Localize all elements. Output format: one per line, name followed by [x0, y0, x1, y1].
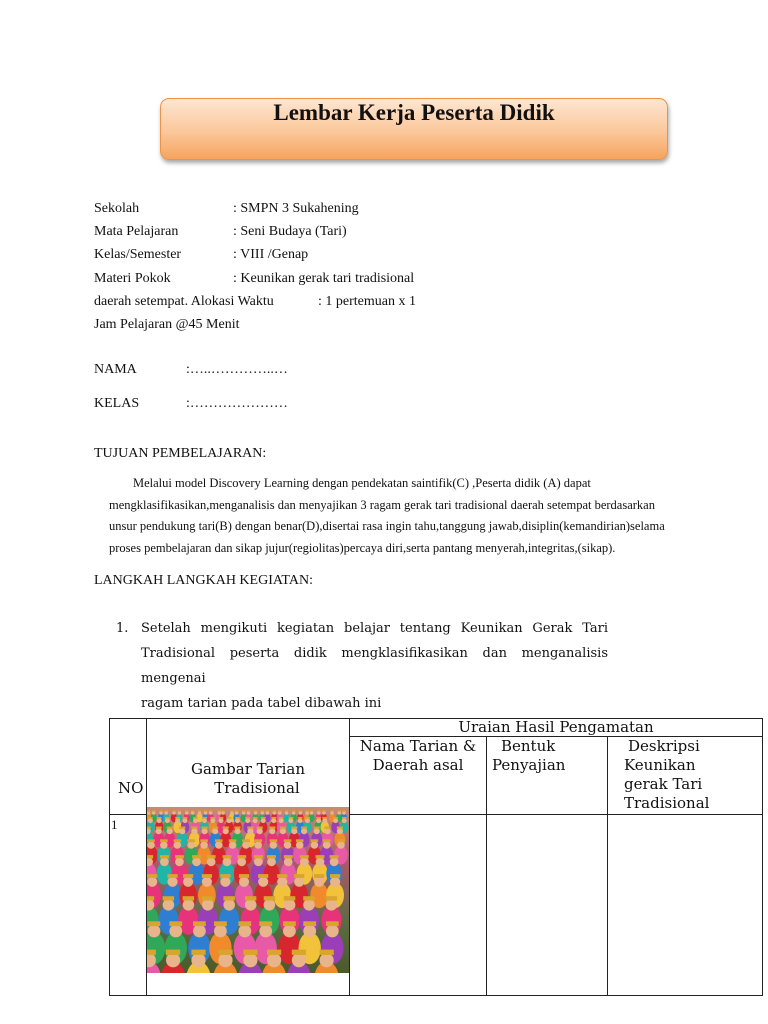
header-no: NO — [118, 779, 144, 797]
row-no-cell — [110, 815, 147, 996]
table-row — [110, 815, 763, 996]
topic-value: : Keunikan gerak tari tradisional — [233, 271, 415, 286]
step-text-line: ragam tarian pada tabel dibawah ini — [141, 696, 382, 711]
step-number: 1. — [116, 621, 129, 636]
header-no-cell — [110, 719, 147, 815]
row-picture-cell — [147, 815, 350, 996]
student-class-field[interactable]: :………………… — [186, 396, 288, 411]
student-class-label: KELAS — [94, 396, 140, 411]
header-picture-cell — [147, 719, 350, 815]
objectives-line: Melalui model Discovery Learning dengan pendekatan saintifik(C) ,Peserta didik (A) dapat — [133, 476, 591, 490]
time-allocation-continuation: Jam Pelajaran @45 Menit — [94, 317, 240, 332]
objectives-line: proses pembelajaran dan sikap jujur(regiolitas)percaya diri,serta pantang menyerah,integritas,(sikap). — [109, 540, 616, 555]
header-picture-line: Tradisional — [214, 779, 300, 797]
objectives-line: mengklasifikasikan,menganalisis dan menyajikan 3 ragam gerak tari tradisional daerah setempat berdasarkan — [109, 497, 655, 512]
steps-heading: LANGKAH LANGKAH KEGIATAN: — [94, 573, 313, 588]
header-description-cell — [608, 737, 763, 815]
objectives-heading: TUJUAN PEMBELAJARAN: — [94, 446, 267, 461]
header-description-line: gerak Tari — [624, 775, 703, 794]
student-name-label: NAMA — [94, 362, 137, 377]
header-picture-line: Gambar Tarian — [191, 760, 305, 778]
school-label: Sekolah — [94, 201, 140, 216]
objectives-line: unsur pendukung tari(B) dengan benar(D),disertai rasa ingin tahu,tanggung jawab,disiplin(kemandirian)selama — [109, 519, 665, 533]
class-semester-value: : VIII /Genap — [233, 247, 309, 262]
step-text — [141, 616, 608, 716]
student-name-field[interactable]: :…..…………..… — [186, 362, 288, 377]
header-picture — [147, 760, 349, 814]
row-no: 1 — [111, 817, 118, 832]
row-description-cell[interactable] — [608, 815, 763, 996]
header-dance-name-line: Nama Tarian & — [359, 737, 477, 756]
header-observation-group: Uraian Hasil Pengamatan — [350, 719, 763, 737]
header-presentation-cell — [487, 737, 608, 815]
row-presentation-cell[interactable] — [487, 815, 608, 996]
header-dance-name-cell — [350, 737, 487, 815]
header-description-line: Keunikan — [624, 756, 696, 775]
topic-label: Materi Pokok — [94, 271, 171, 286]
worksheet-title-box — [160, 98, 668, 160]
topic-continuation — [94, 294, 274, 310]
header-presentation-line: Penyajian — [492, 756, 566, 775]
observation-table — [109, 718, 763, 996]
step-text-line: Tradisional peserta didik mengklasifikasikan dan menganalisis mengenai — [141, 646, 608, 686]
time-allocation-label: . Alokasi Waktu — [184, 294, 274, 309]
class-semester-label: Kelas/Semester — [94, 247, 182, 262]
header-dance-name-line: Daerah asal — [372, 756, 464, 775]
time-allocation-value: : 1 pertemuan x 1 — [318, 294, 416, 309]
row-dance-name-cell[interactable] — [350, 815, 487, 996]
traditional-dance-photo — [147, 807, 349, 973]
school-value: : SMPN 3 Sukahening — [233, 201, 359, 216]
worksheet-title: Lembar Kerja Peserta Didik — [273, 100, 555, 125]
header-description-line: Tradisional — [624, 794, 710, 813]
subject-value: : Seni Budaya (Tari) — [233, 224, 347, 239]
objectives-paragraph — [109, 473, 689, 559]
header-description-line: Deskripsi — [628, 737, 700, 756]
step-text-line: Setelah mengikuti kegiatan belajar tentang Keunikan Gerak Tari — [141, 621, 608, 636]
header-presentation-line: Bentuk — [501, 737, 556, 756]
topic-continuation-text: daerah setempat — [94, 294, 185, 309]
subject-label: Mata Pelajaran — [94, 224, 179, 239]
